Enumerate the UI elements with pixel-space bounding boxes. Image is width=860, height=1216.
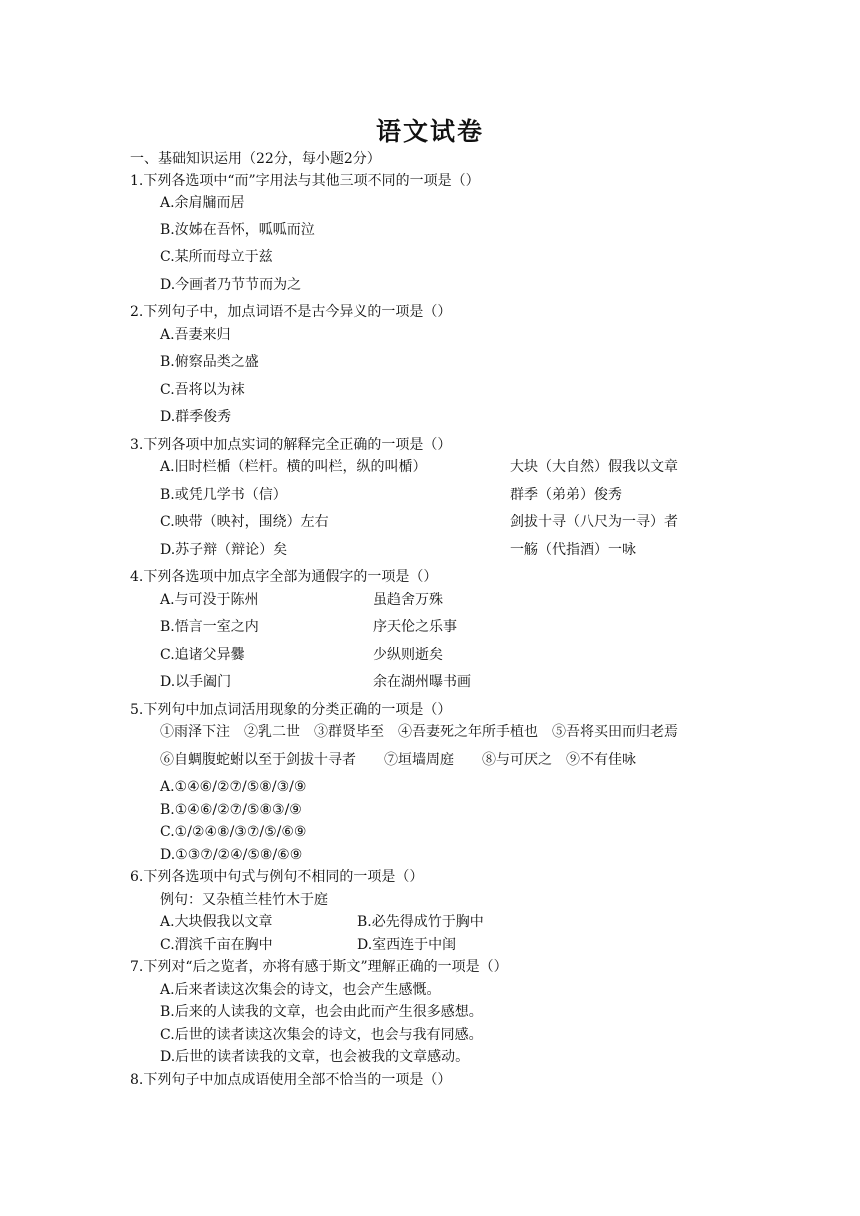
question-2-option-c: C.吾将以为袜	[160, 382, 245, 398]
question-7-option-d: D.后世的读者读我的文章，也会被我的文章感动。	[160, 1049, 470, 1065]
question-4-option-a-right: 虽趋舍万殊	[373, 592, 443, 608]
question-7-option-c: C.后世的读者读这次集会的诗文，也会与我有同感。	[160, 1027, 483, 1043]
question-5-option-a: A.①④⑥/②⑦/⑤⑧/③/⑨	[160, 779, 307, 795]
question-7-option-b: B.后来的人读我的文章，也会由此而产生很多感想。	[160, 1004, 483, 1020]
question-1-option-b: B.汝姊在吾怀，呱呱而泣	[160, 222, 315, 238]
question-4-option-d-right: 余在湖州曝书画	[373, 674, 471, 690]
question-2-option-a: A.吾妻来归	[160, 327, 231, 343]
question-3-option-d-left: D.苏子辩（辩论）矣	[160, 542, 288, 558]
question-3-option-c-left: C.映带（映衬，围绕）左右	[160, 514, 329, 530]
question-5-items-row2: ⑥自蜩腹蛇蚹以至于剑拔十寻者 ⑦垣墙周庭 ⑧与可厌之 ⑨不有佳咏	[160, 752, 636, 768]
question-5-option-c: C.①/②④⑧/③⑦/⑤/⑥⑨	[160, 824, 307, 840]
question-8-stem: 8.下列句子中加点成语使用全部不恰当的一项是（）	[130, 1072, 452, 1088]
question-2-option-d: D.群季俊秀	[160, 409, 232, 425]
question-5-option-b: B.①④⑥/②⑦/⑤⑧③/⑨	[160, 802, 302, 818]
question-6-option-a: A.大块假我以文章	[160, 914, 273, 930]
question-4-option-d-left: D.以手阖门	[160, 674, 232, 690]
page-title: 语文试卷	[375, 117, 484, 146]
question-3-option-b-right: 群季（弟弟）俊秀	[510, 487, 622, 503]
question-4-stem: 4.下列各选项中加点字全部为通假字的一项是（）	[130, 569, 438, 585]
question-4-option-c-left: C.追诸父异爨	[160, 647, 245, 663]
question-3-option-b-left: B.或凭几学书（信）	[160, 487, 287, 503]
question-6-stem: 6.下列各选项中句式与例句不相同的一项是（）	[130, 869, 424, 885]
question-6-option-b: B.必先得成竹于胸中	[357, 914, 484, 930]
question-3-option-c-right: 剑拔十寻（八尺为一寻）者	[510, 514, 678, 530]
question-2-stem: 2.下列句子中，加点词语不是古今异义的一项是（）	[130, 304, 452, 320]
question-1-option-a: A.余肩牖而居	[160, 195, 245, 211]
question-7-stem: 7.下列对“后之览者，亦将有感于斯文”理解正确的一项是（）	[130, 959, 508, 975]
question-3-option-a-right: 大块（大自然）假我以文章	[510, 459, 678, 475]
question-1-option-d: D.今画者乃节节而为之	[160, 277, 302, 293]
question-5-option-d: D.①③⑦/②④/⑤⑧/⑥⑨	[160, 847, 303, 863]
question-1-stem: 1.下列各选项中“而”字用法与其他三项不同的一项是（）	[130, 173, 480, 189]
question-4-option-c-right: 少纵则逝矣	[373, 647, 443, 663]
question-4-option-a-left: A.与可没于陈州	[160, 592, 259, 608]
section-heading: 一、基础知识运用（22分，每小题2分）	[130, 151, 381, 167]
question-4-option-b-right: 序天伦之乐事	[373, 619, 457, 635]
question-5-stem: 5.下列句中加点词活用现象的分类正确的一项是（）	[130, 702, 452, 718]
question-6-option-c: C.渭滨千亩在胸中	[160, 937, 273, 953]
question-2-option-b: B.俯察品类之盛	[160, 354, 259, 370]
question-6-example: 例句：又杂植兰桂竹木于庭	[160, 892, 328, 908]
question-3-option-a-left: A.旧时栏楯（栏杆。横的叫栏，纵的叫楯）	[160, 459, 427, 475]
question-6-option-d: D.室西连于中闺	[357, 937, 457, 953]
question-3-stem: 3.下列各项中加点实词的解释完全正确的一项是（）	[130, 437, 452, 453]
question-1-option-c: C.某所而母立于兹	[160, 249, 273, 265]
question-5-items-row1: ①雨泽下注 ②乳二世 ③群贤毕至 ④吾妻死之年所手植也 ⑤吾将买田而归老焉	[160, 724, 678, 740]
question-7-option-a: A.后来者读这次集会的诗文，也会产生感慨。	[160, 982, 441, 998]
question-3-option-d-right: 一觞（代指酒）一咏	[510, 542, 636, 558]
question-4-option-b-left: B.悟言一室之内	[160, 619, 259, 635]
